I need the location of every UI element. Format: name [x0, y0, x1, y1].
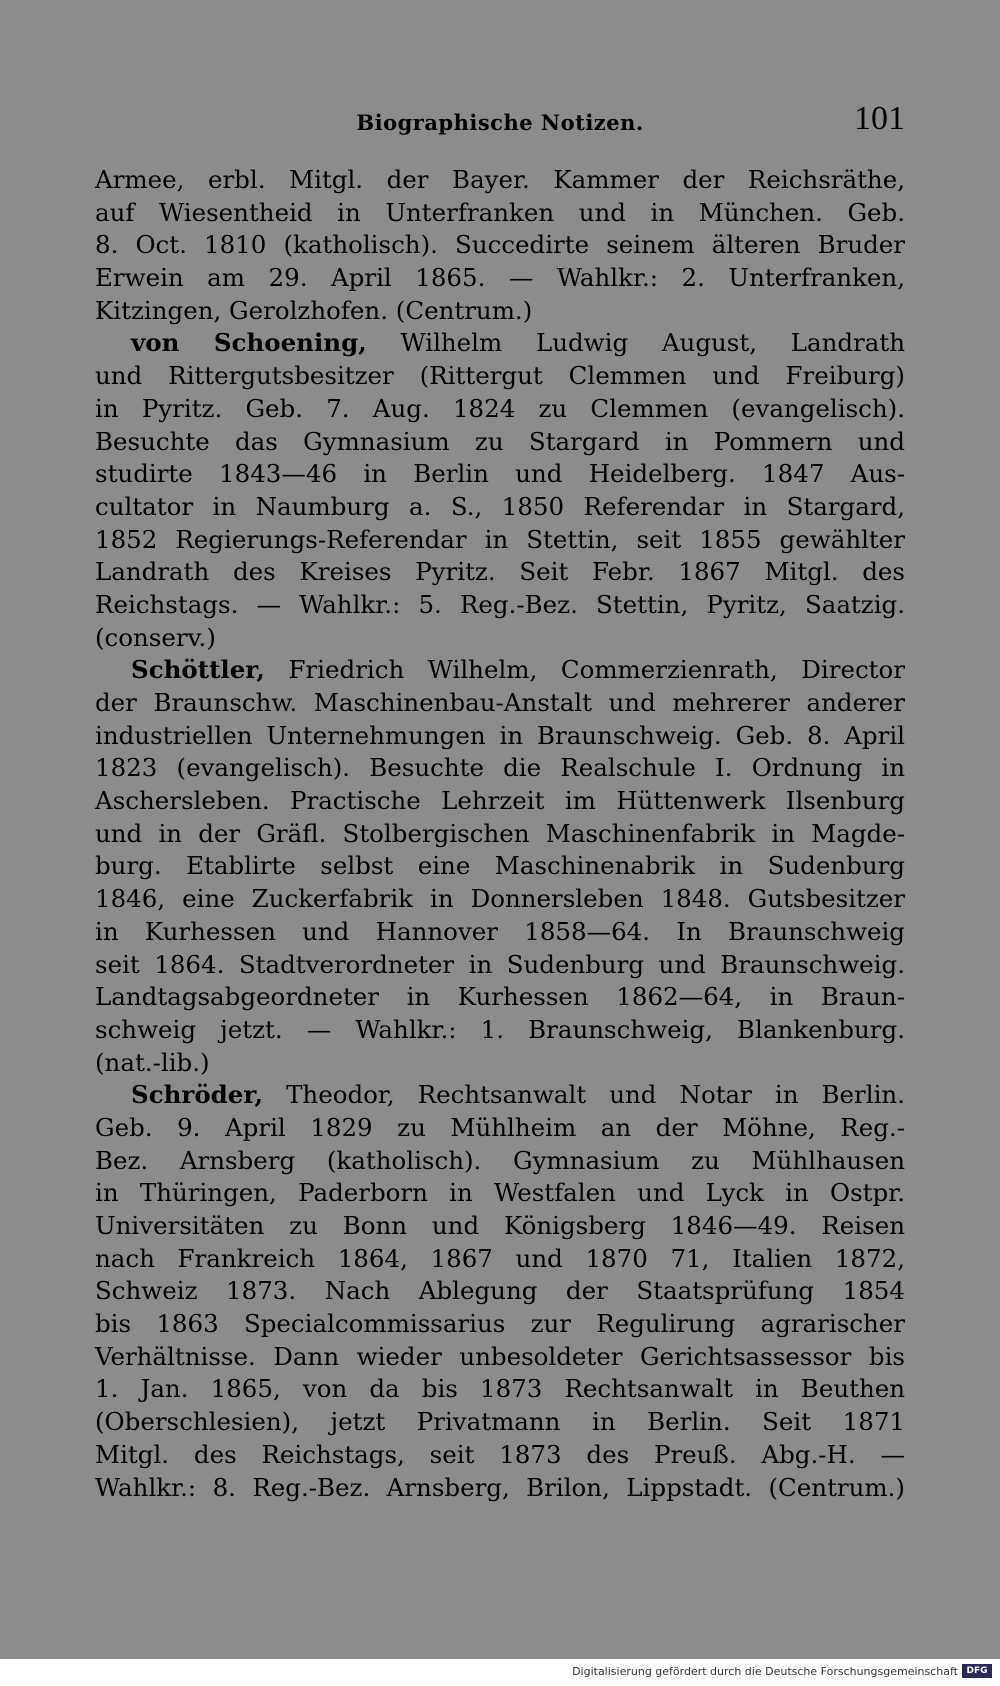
text-line: Reichstags. — Wahlkr.: 5. Reg.-Bez. Stettin, Pyritz, Saatzig. [95, 589, 905, 619]
text-line: 1. Jan. 1865, von da bis 1873 Rechtsanwalt in Beuthen [95, 1374, 905, 1404]
text-line: studirte 1843—46 in Berlin und Heidelberg. 1847 Aus- [95, 459, 905, 489]
entry-first-line [95, 654, 905, 687]
entry-text: Friedrich Wilhelm, Commerzienrath, Director [264, 655, 905, 685]
text-line: und in der Gräfl. Stolbergischen Maschinenfabrik in Magde- [95, 818, 905, 848]
text-line: Wahlkr.: 8. Reg.-Bez. Arnsberg, Brilon, Lippstadt. (Centrum.) [95, 1472, 905, 1502]
text-line: Verhältnisse. Dann wieder unbesoldeter Gerichtsassessor bis [95, 1341, 905, 1371]
text-line: (Oberschlesien), jetzt Privatmann in Berlin. Seit 1871 [95, 1407, 905, 1437]
dfg-logo: DFG [962, 1664, 992, 1678]
text-line: Bez. Arnsberg (katholisch). Gymnasium zu Mühlhausen [95, 1145, 905, 1175]
text-line: Kitzingen, Gerolzhofen. (Centrum.) [95, 295, 533, 325]
text-line: Geb. 9. April 1829 zu Mühlheim an der Möhne, Reg.- [95, 1112, 905, 1142]
text-line: Schweiz 1873. Nach Ablegung der Staatsprüfung 1854 [95, 1276, 905, 1306]
text-line: industriellen Unternehmungen in Braunschweig. Geb. 8. April [95, 720, 905, 750]
text-line: nach Frankreich 1864, 1867 und 1870 71, Italien 1872, [95, 1243, 905, 1273]
text-line: Besuchte das Gymnasium zu Stargard in Pommern und [95, 426, 905, 456]
text-line: in Pyritz. Geb. 7. Aug. 1824 zu Clemmen (evangelisch). [95, 393, 905, 423]
text-line: 1823 (evangelisch). Besuchte die Realschule I. Ordnung in [95, 753, 905, 783]
text-line: 8. Oct. 1810 (katholisch). Succedirte seinem älteren Bruder [95, 230, 905, 260]
text-line: Erwein am 29. April 1865. — Wahlkr.: 2. Unterfranken, [95, 263, 905, 293]
text-line: (conserv.) [95, 622, 216, 652]
text-line: in Thüringen, Paderborn in Westfalen und Lyck in Ostpr. [95, 1178, 905, 1208]
text-line: bis 1863 Specialcommissarius zur Regulirung agrarischer [95, 1309, 905, 1339]
body-text [95, 164, 905, 1504]
footer-credit: Digitalisierung gefördert durch die Deutsche Forschungsgemeinschaft [572, 1665, 958, 1678]
page-number: 101 [854, 100, 905, 137]
entry-name-schroeder: Schröder, [131, 1080, 264, 1110]
text-line: seit 1864. Stadtverordneter in Sudenburg und Braunschweig. [95, 949, 905, 979]
text-line: auf Wiesentheid in Unterfranken und in München. Geb. [95, 197, 905, 227]
entry-first-line [95, 327, 905, 360]
footer-bar [0, 1659, 1000, 1686]
running-head: Biographische Notizen. [356, 110, 644, 135]
entry-name-schoettler: Schöttler, [131, 655, 265, 685]
text-line: der Braunschw. Maschinenbau-Anstalt und mehrerer anderer [95, 688, 905, 717]
text-line: Armee, erbl. Mitgl. der Bayer. Kammer der Reichsräthe, [95, 165, 905, 194]
page-header [95, 100, 905, 144]
text-line: und Rittergutsbesitzer (Rittergut Clemmen und Freiburg) [95, 361, 905, 391]
text-line: Mitgl. des Reichstags, seit 1873 des Preuß. Abg.-H. — [95, 1439, 905, 1469]
text-line: burg. Etablirte selbst eine Maschinenabrik in Sudenburg [95, 851, 905, 881]
text-line: Landtagsabgeordneter in Kurhessen 1862—64, in Braun- [95, 982, 905, 1012]
entry-text: Wilhelm Ludwig August, Landrath [366, 328, 905, 358]
text-line: schweig jetzt. — Wahlkr.: 1. Braunschweig, Blankenburg. [95, 1014, 905, 1044]
entry-text: Theodor, Rechtsanwalt und Notar in Berlin. [263, 1080, 905, 1110]
entry-name-schoening: von Schoening, [131, 328, 367, 358]
text-line: Universitäten zu Bonn und Königsberg 1846—49. Reisen [95, 1211, 905, 1240]
text-line: Landrath des Kreises Pyritz. Seit Febr. 1867 Mitgl. des [95, 557, 905, 587]
text-line: in Kurhessen und Hannover 1858—64. In Braunschweig [95, 916, 905, 946]
text-line: 1846, eine Zuckerfabrik in Donnersleben 1848. Gutsbesitzer [95, 884, 905, 914]
text-line: (nat.-lib.) [95, 1047, 210, 1077]
text-line: 1852 Regierungs-Referendar in Stettin, seit 1855 gewählter [95, 524, 905, 554]
text-line: cultator in Naumburg a. S., 1850 Referendar in Stargard, [95, 491, 905, 521]
entry-first-line [95, 1079, 905, 1112]
text-line: Aschersleben. Practische Lehrzeit im Hüttenwerk Ilsenburg [95, 786, 905, 816]
